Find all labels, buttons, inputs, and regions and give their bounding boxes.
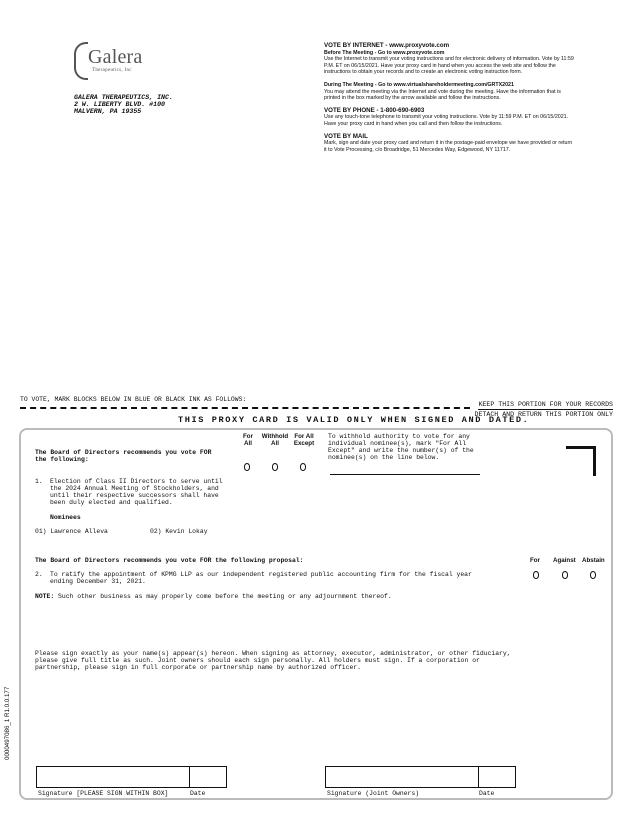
sign-line: Please sign exactly as your name(s) appear(s) hereon. When signing as attorney, executor, administrator, or other fiduciary, <box>35 650 511 657</box>
address-line: GALERA THERAPEUTICS, INC. <box>74 94 173 101</box>
col-withhold-all <box>260 433 290 447</box>
nominees-label: Nominees <box>50 514 81 521</box>
recommendation-line: The Board of Directors recommends you vote FOR <box>35 449 212 456</box>
item-2-text <box>50 571 472 585</box>
signature-joint-box[interactable] <box>325 766 479 788</box>
nominee-1: 01) Lawrence Alleva <box>35 528 108 535</box>
col-header-line: Withhold <box>261 433 289 440</box>
withhold-line: individual nominee(s), mark "For All <box>328 440 467 447</box>
vote-oval-for-all[interactable] <box>244 463 250 471</box>
mail-title: VOTE BY MAIL <box>324 132 368 140</box>
item-1-line: been duly elected and qualified. <box>50 499 173 506</box>
nominee-2: 02) Kevin Lokay <box>150 528 208 535</box>
date-joint-box[interactable] <box>478 766 516 788</box>
phone-text: Use any touch-tone telephone to transmit your voting instructions. Vote by 11:59 P.M. ET on 06/15/2021. Have your proxy card in hand when you call and then follow the instructions. <box>324 114 569 127</box>
signature-label: Signature [PLEASE SIGN WITHIN BOX] <box>38 790 169 797</box>
recommendation-line: the following: <box>35 456 89 463</box>
col-header-line: For All <box>294 433 314 440</box>
signature-joint-label: Signature (Joint Owners) <box>327 790 420 797</box>
col-for-all-except <box>292 433 316 447</box>
internet-title: VOTE BY INTERNET - www.proxyvote.com <box>324 42 450 49</box>
vote-oval-for-all-except[interactable] <box>300 463 306 471</box>
note-text: Such other business as may properly come before the meeting or any adjournment thereof. <box>58 593 392 600</box>
col-for: For <box>530 557 540 564</box>
item-1-text <box>50 478 223 506</box>
item-2-line: ending December 31, 2021. <box>50 578 146 585</box>
during-meeting-text: You may attend the meeting via the Internet and vote during the meeting. Have the information that is printed in the box marked by the arrow available and follow the instructions. <box>324 88 561 102</box>
col-header-line: All <box>244 440 252 447</box>
item-2-number: 2. <box>35 571 43 578</box>
board-recommendation-1 <box>35 449 211 463</box>
before-meeting-text: Use the Internet to transmit your voting instructions and for electronic delivery of information. Vote by 11:59 P.M. ET on 06/15/2021. Have your proxy card in hand when you access the web site and follow the instructions to obtain your records and to create an electronic voting instruction form. <box>324 56 574 76</box>
mark-instruction: TO VOTE, MARK BLOCKS BELOW IN BLUE OR BLACK INK AS FOLLOWS: <box>20 396 247 403</box>
galera-logo <box>74 40 164 80</box>
nominee-number-line[interactable] <box>330 474 480 475</box>
valid-notice: THIS PROXY CARD IS VALID ONLY WHEN SIGNED AND DATED. <box>178 415 530 425</box>
col-header-line: All <box>271 440 279 447</box>
logo-tagline: Therapeutics, Inc <box>92 68 132 73</box>
vote-oval-abstain[interactable] <box>590 571 596 579</box>
signature-box[interactable] <box>36 766 190 788</box>
before-meeting-title: Before The Meeting - Go to www.proxyvote.com <box>324 49 445 56</box>
withhold-line: nominee(s) on the line below. <box>328 454 440 461</box>
col-header-line: For <box>243 433 253 440</box>
board-recommendation-2: The Board of Directors recommends you vote FOR the following proposal: <box>35 557 304 564</box>
sign-line: partnership, please sign in full corporate or partnership name by authorized officer. <box>35 664 361 671</box>
date-box[interactable] <box>189 766 227 788</box>
item-2-line: To ratify the appointment of KPMG LLP as our independent registered public accounting firm for the fiscal year <box>50 571 472 578</box>
withhold-instructions <box>328 433 474 461</box>
col-against: Against <box>553 557 576 564</box>
sign-line: please give full title as such. Joint owners should each sign personally. All holders must sign. If a corporation or <box>35 657 480 664</box>
note <box>35 593 392 600</box>
item-1-number: 1. <box>35 478 43 485</box>
logo-name: Galera <box>88 46 143 68</box>
withhold-line: Except" and write the number(s) of the <box>328 447 474 454</box>
address-line: MALVERN, PA 19355 <box>74 108 142 115</box>
detach-line <box>20 407 470 409</box>
item-1-line: the 2024 Annual Meeting of Stockholders, and <box>50 485 219 492</box>
col-for-all <box>241 433 255 447</box>
note-label: NOTE: <box>35 593 55 600</box>
keep-portion-label: KEEP THIS PORTION FOR YOUR RECORDS <box>478 401 613 408</box>
item-1-line: until their respective successors shall have <box>50 492 219 499</box>
col-header-line: Except <box>293 440 315 447</box>
corner-arrow-mark <box>566 446 596 476</box>
vote-oval-against[interactable] <box>562 571 568 579</box>
withhold-line: To withhold authority to vote for any <box>328 433 470 440</box>
sign-instructions <box>35 650 511 671</box>
address-line: 2 W. LIBERTY BLVD. #100 <box>74 101 166 108</box>
phone-title: VOTE BY PHONE - 1-800-690-6903 <box>324 106 425 114</box>
side-document-id: 0000497086_1 R1.0.0.177 <box>4 686 11 760</box>
company-address <box>74 94 173 115</box>
mail-text: Mark, sign and date your proxy card and return it in the postage-paid envelope we have provided or return it to Vote Processing, c/o Broadridge, 51 Mercedes Way, Edgewood, NY 11717. <box>324 140 573 153</box>
date-joint-label: Date <box>479 790 495 797</box>
vote-oval-withhold-all[interactable] <box>272 463 278 471</box>
item-1-line: Election of Class II Directors to serve until <box>50 478 223 485</box>
logo-mark-icon <box>74 42 88 80</box>
voting-instructions <box>324 43 574 159</box>
date-label: Date <box>190 790 206 797</box>
vote-oval-for[interactable] <box>533 571 539 579</box>
col-abstain: Abstain <box>582 557 605 564</box>
detach-return-label: DETACH AND RETURN THIS PORTION ONLY <box>474 411 613 418</box>
during-meeting-title: During The Meeting - Go to www.virtualshareholdermeeting.com/GRTX2021 <box>324 81 514 88</box>
